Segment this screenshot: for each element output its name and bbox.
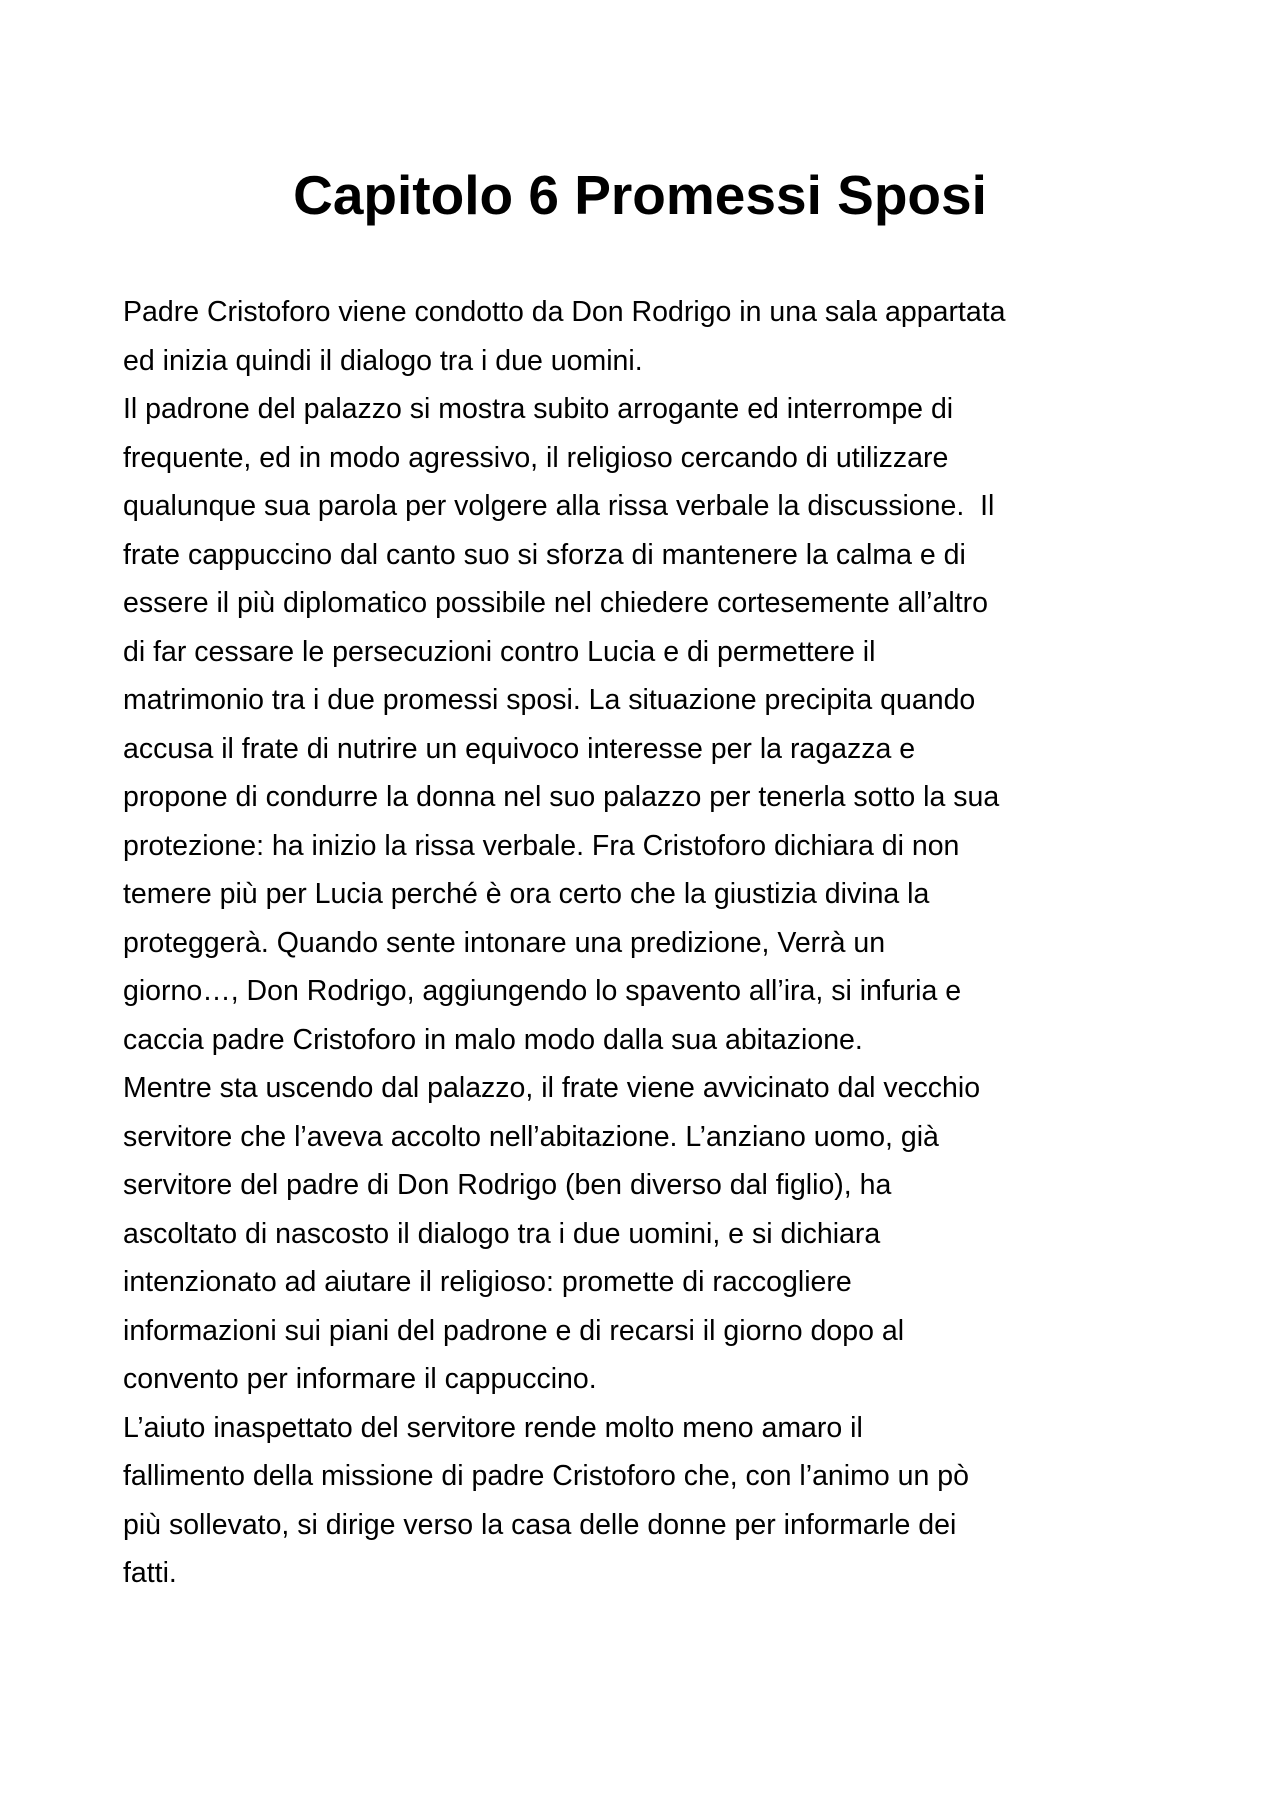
body-line: temere più per Lucia perché è ora certo che la giustizia divina la: [123, 878, 930, 910]
body-line: ed inizia quindi il dialogo tra i due uomini.: [123, 344, 643, 377]
body-line: essere il più diplomatico possibile nel chiedere cortesemente all’altro: [123, 587, 988, 619]
document-body: [123, 288, 1183, 1598]
body-line: servitore che l’aveva accolto nell’abitazione. L’anziano uomo, già: [123, 1120, 939, 1153]
body-line: Mentre sta uscendo dal palazzo, il frate viene avvicinato dal vecchio: [123, 1072, 981, 1104]
body-line: più sollevato, si dirige verso la casa delle donne per informarle dei: [123, 1508, 957, 1541]
body-line: accusa il frate di nutrire un equivoco interesse per la ragazza e: [123, 732, 916, 765]
body-line: fallimento della missione di padre Cristoforo che, con l’animo un pò: [123, 1460, 969, 1492]
body-line: Padre Cristoforo viene condotto da Don Rodrigo in una sala appartata: [123, 296, 1006, 328]
body-line: convento per informare il cappuccino.: [123, 1363, 597, 1395]
body-line: frate cappuccino dal canto suo si sforza di mantenere la calma e di: [123, 538, 966, 571]
body-line: fatti.: [123, 1557, 177, 1589]
body-line: di far cessare le persecuzioni contro Lucia e di permettere il: [123, 635, 876, 668]
body-line: frequente, ed in modo agressivo, il religioso cercando di utilizzare: [123, 441, 949, 474]
body-line: caccia padre Cristoforo in malo modo dalla sua abitazione.: [123, 1023, 863, 1056]
body-line: L’aiuto inaspettato del servitore rende molto meno amaro il: [123, 1411, 863, 1444]
body-line: propone di condurre la donna nel suo palazzo per tenerla sotto la sua: [123, 781, 1000, 813]
body-line: protezione: ha inizio la rissa verbale. Fra Cristoforo dichiara di non: [123, 829, 960, 862]
body-line: proteggerà. Quando sente intonare una predizione, Verrà un: [123, 926, 886, 959]
body-line: Il padrone del palazzo si mostra subito arrogante ed interrompe di: [123, 393, 954, 425]
body-line: matrimonio tra i due promessi sposi. La situazione precipita quando: [123, 684, 976, 716]
body-line: giorno…, Don Rodrigo, aggiungendo lo spavento all’ira, si infuria e: [123, 975, 962, 1007]
body-line: intenzionato ad aiutare il religioso: promette di raccogliere: [123, 1266, 852, 1298]
body-line: qualunque sua parola per volgere alla rissa verbale la discussione. Il: [123, 490, 995, 522]
body-line: servitore del padre di Don Rodrigo (ben diverso dal figlio), ha: [123, 1169, 892, 1201]
body-line: ascoltato di nascosto il dialogo tra i due uomini, e si dichiara: [123, 1217, 881, 1250]
document-title: Capitolo 6 Promessi Sposi: [293, 164, 987, 226]
body-line: informazioni sui piani del padrone e di recarsi il giorno dopo al: [123, 1314, 905, 1347]
